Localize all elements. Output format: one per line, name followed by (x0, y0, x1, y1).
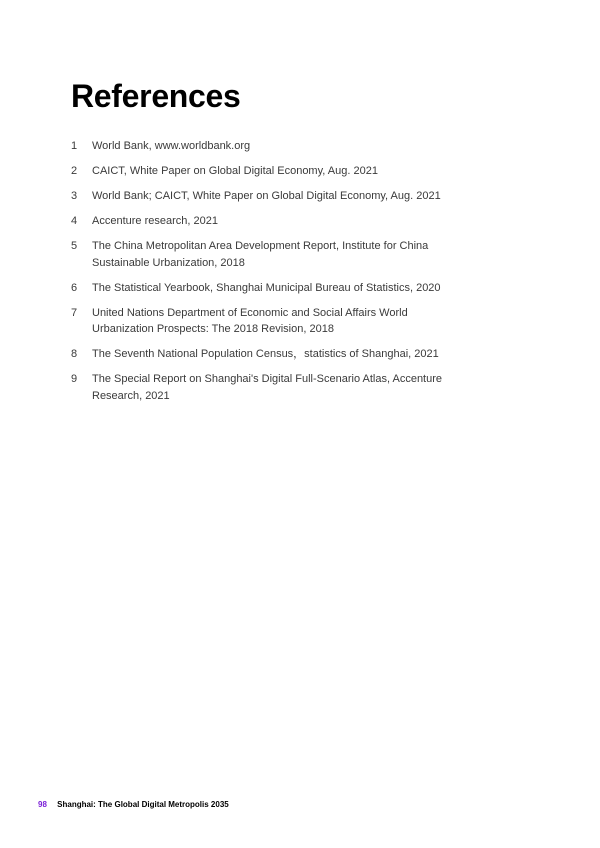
reference-item (71, 238, 451, 271)
reference-item (71, 371, 451, 404)
reference-item (71, 305, 451, 338)
reference-text: The Special Report on Shanghai's Digital Full-Scenario Atlas, Accenture Research, 2021 (92, 373, 443, 402)
page-title: References (71, 78, 241, 114)
reference-list (71, 138, 451, 413)
reference-number: 8 (71, 348, 78, 360)
reference-item (71, 346, 451, 363)
reference-item (71, 213, 451, 230)
reference-item (71, 188, 451, 205)
reference-text: United Nations Department of Economic and Social Affairs World Urbanization Prospects: The 2018 Revision, 2018 (92, 306, 408, 335)
reference-text: The Seventh National Population Census，statistics of Shanghai, 2021 (92, 348, 439, 360)
reference-number: 7 (71, 306, 78, 319)
page-number: 98 (38, 800, 47, 809)
reference-item (71, 138, 451, 155)
reference-number: 1 (71, 140, 78, 152)
reference-text: World Bank; CAICT, White Paper on Global Digital Economy, Aug. 2021 (92, 190, 441, 202)
reference-number: 5 (71, 240, 78, 252)
reference-number: 4 (71, 215, 78, 227)
reference-item (71, 280, 451, 297)
page-footer (38, 800, 229, 810)
reference-number: 3 (71, 190, 78, 202)
reference-number: 9 (71, 373, 78, 385)
reference-number: 2 (71, 165, 78, 177)
reference-text: The China Metropolitan Area Development Report, Institute for China Sustainable Urbanization, 2018 (92, 240, 429, 269)
reference-item (71, 163, 451, 180)
publication-title: Shanghai: The Global Digital Metropolis 2035 (57, 800, 229, 809)
reference-text: World Bank, www.worldbank.org (92, 140, 251, 152)
reference-text: CAICT, White Paper on Global Digital Economy, Aug. 2021 (92, 165, 378, 177)
reference-text: Accenture research, 2021 (92, 215, 218, 227)
reference-number: 6 (71, 281, 78, 294)
reference-text: The Statistical Yearbook, Shanghai Municipal Bureau of Statistics, 2020 (92, 281, 441, 294)
